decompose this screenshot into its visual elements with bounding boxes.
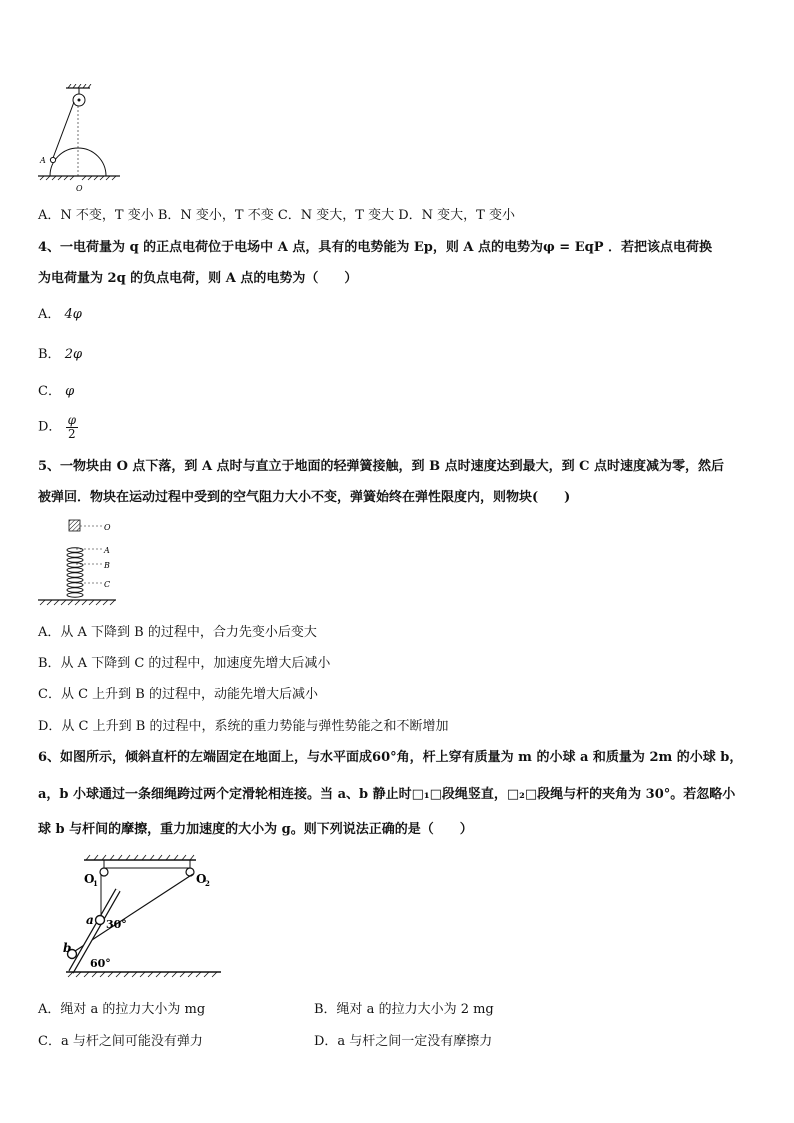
q4-option-d-denominator: 2 xyxy=(67,427,76,441)
q4-option-d-fraction xyxy=(66,414,78,441)
q5-stem-line1: 5、一物块由 O 点下落，到 A 点时与直立于地面的轻弹簧接触，到 B 点时速度达到最大，到 C 点时速度减为零，然后 xyxy=(38,459,724,474)
q6-stem-line3: 球 b 与杆间的摩擦，重力加速度的大小为 g。则下列说法正确的是（ ） xyxy=(38,822,473,837)
q5-label-c: C xyxy=(104,580,111,589)
q4-option-d xyxy=(38,414,78,441)
q6-pulley-rod-figure xyxy=(56,850,226,980)
q5-label-b: B xyxy=(104,561,110,570)
q6-option-d: D．a 与杆之间一定没有摩擦力 xyxy=(314,1034,493,1049)
q4-option-b-key: B． xyxy=(38,347,61,362)
q6-option-a: A．绳对 a 的拉力大小为 mg xyxy=(38,1002,206,1017)
q4-option-d-key: D． xyxy=(38,419,62,435)
q4-option-a-key: A． xyxy=(38,307,61,322)
q4-option-d-numerator: φ xyxy=(67,413,76,427)
q6-option-b: B．绳对 a 的拉力大小为 2 mg xyxy=(314,1002,494,1017)
q3-label-a: A xyxy=(40,156,46,165)
q4-option-b-value: 2φ xyxy=(64,347,83,362)
q5-stem-line2: 被弹回．物块在运动过程中受到的空气阻力大小不变，弹簧始终在弹性限度内，则物块( ) xyxy=(38,490,571,505)
q5-option-c: C．从 C 上升到 B 的过程中，动能先增大后减小 xyxy=(38,687,318,702)
q6-label-o1: O xyxy=(84,872,95,886)
q3-options: A．N 不变，T 变小 B．N 变小，T 不变 C．N 变大，T 变大 D．N 变大，T 变小 xyxy=(38,208,515,223)
q6-label-a: a xyxy=(86,913,94,927)
q6-label-b: b xyxy=(63,941,72,955)
q6-stem-line2: a，b 小球通过一条细绳跨过两个定滑轮相连接。当 a、b 静止时□₁□段绳竖直，□₂□段绳与杆的夹角为 30°。若忽略小 xyxy=(38,787,736,802)
q5-option-a: A．从 A 下降到 B 的过程中，合力先变小后变大 xyxy=(38,625,317,640)
q4-option-c xyxy=(38,383,74,401)
q5-option-d: D．从 C 上升到 B 的过程中，系统的重力势能与弹性势能之和不断增加 xyxy=(38,719,449,734)
q6-option-c: C．a 与杆之间可能没有弹力 xyxy=(38,1034,203,1049)
q3-label-o: O xyxy=(76,184,83,193)
q6-stem-line1: 6、如图所示，倾斜直杆的左端固定在地面上，与水平面成60°角，杆上穿有质量为 m 的小球 a 和质量为 2m 的小球 b， xyxy=(38,750,743,765)
q4-stem-line2: 为电荷量为 2q 的负点电荷，则 A 点的电势为（ ） xyxy=(38,271,358,286)
q5-label-a: A xyxy=(104,546,110,555)
q3-figure xyxy=(36,84,126,196)
q6-label-o2: O xyxy=(196,872,207,886)
q4-option-a xyxy=(38,306,82,324)
q6-angle-60: 60° xyxy=(90,957,111,970)
q4-option-c-value: φ xyxy=(65,384,75,399)
q4-stem-line1: 4、一电荷量为 q 的正点电荷位于电场中 A 点，具有的电势能为 Ep，则 A 点的电势为φ = EqP ．若把该点电荷换 xyxy=(38,240,712,255)
q6-label-o1-sub: 1 xyxy=(93,879,98,888)
q5-spring-figure xyxy=(36,516,126,612)
q5-label-o: O xyxy=(104,523,111,532)
q6-angle-30: 30° xyxy=(106,918,127,931)
q4-option-b xyxy=(38,346,82,364)
q4-option-a-value: 4φ xyxy=(64,307,82,322)
q5-option-b: B．从 A 下降到 C 的过程中，加速度先增大后减小 xyxy=(38,656,331,671)
q6-label-o2-sub: 2 xyxy=(205,879,210,888)
q4-option-c-key: C． xyxy=(38,384,61,399)
